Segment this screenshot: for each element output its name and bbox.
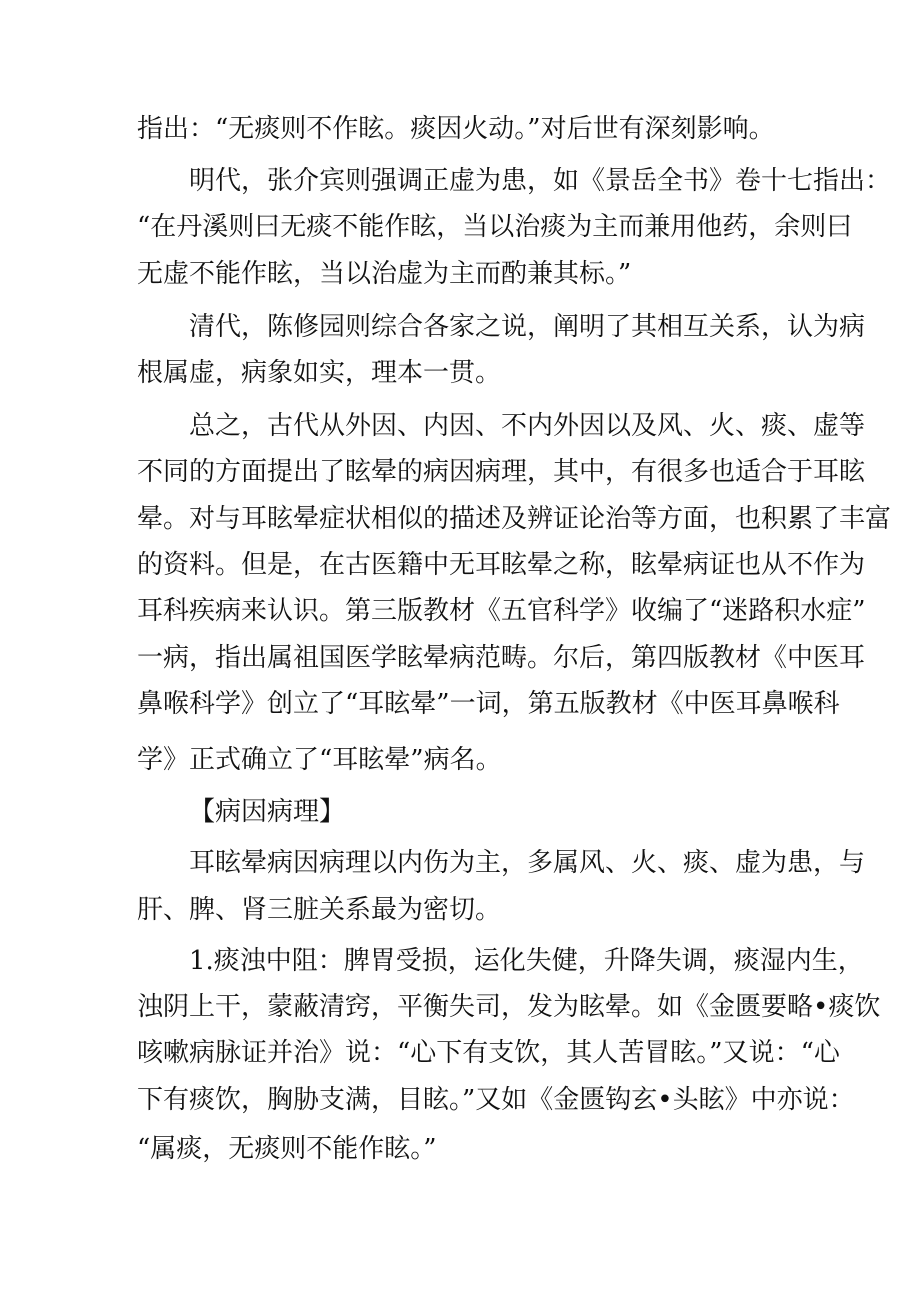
text-line: 1.痰浊中阻：脾胃受损，运化失健，升降失调，痰湿内生， — [189, 946, 864, 976]
text-line: 不同的方面提出了眩晕的病因病理，其中，有很多也适合于耳眩 — [137, 457, 866, 487]
text-line: 一病，指出属祖国医学眩晕病范畴。尔后，第四版教材《中医耳 — [137, 643, 866, 673]
text-line: 明代，张介宾则强调正虚为患，如《景岳全书》卷十七指出： — [189, 166, 892, 196]
section-heading: 【病因病理】 — [189, 797, 346, 827]
text-line: 咳嗽病脉证并治》说：“心下有支饮，其人苦冒眩。”又说：“心 — [137, 1038, 840, 1068]
text-line: 浊阴上干，蒙蔽清窍，平衡失司，发为眩晕。如《金匮要略•痰饮 — [137, 992, 881, 1022]
text-line: 鼻喉科学》创立了“耳眩晕”一词，第五版教材《中医耳鼻喉科 — [137, 689, 840, 719]
text-line: “在丹溪则曰无痰不能作眩，当以治痰为主而兼用他药，余则曰 — [137, 212, 853, 242]
text-line: 指出：“无痰则不作眩。痰因火动。”对后世有深刻影响。 — [137, 114, 775, 144]
text-line: 的资料。但是，在古医籍中无耳眩晕之称，眩晕病证也从不作为 — [137, 550, 866, 580]
text-line: 根属虚，病象如实，理本一贯。 — [137, 358, 502, 388]
text-line: 学》正式确立了“耳眩晕”病名。 — [137, 745, 502, 775]
text-line: 晕。对与耳眩晕症状相似的描述及辨证论治等方面，也积累了丰富 — [137, 504, 892, 534]
text-line: 肝、脾、肾三脏关系最为密切。 — [137, 895, 502, 925]
text-line: 总之，古代从外因、内因、不内外因以及风、火、痰、虚等 — [189, 411, 866, 441]
text-line: 耳科疾病来认识。第三版教材《五官科学》收编了“迷路积水症” — [137, 596, 866, 626]
text-line: 耳眩晕病因病理以内伤为主，多属风、火、痰、虚为患，与 — [189, 848, 866, 878]
text-line: “属痰，无痰则不能作眩。” — [137, 1134, 437, 1164]
text-line: 无虚不能作眩，当以治虚为主而酌兼其标。” — [137, 259, 632, 289]
text-line: 清代，陈修园则综合各家之说，阐明了其相互关系，认为病 — [189, 312, 866, 342]
text-line: 下有痰饮，胸胁支满，目眩。”又如《金匮钩玄•头眩》中亦说： — [137, 1085, 855, 1115]
